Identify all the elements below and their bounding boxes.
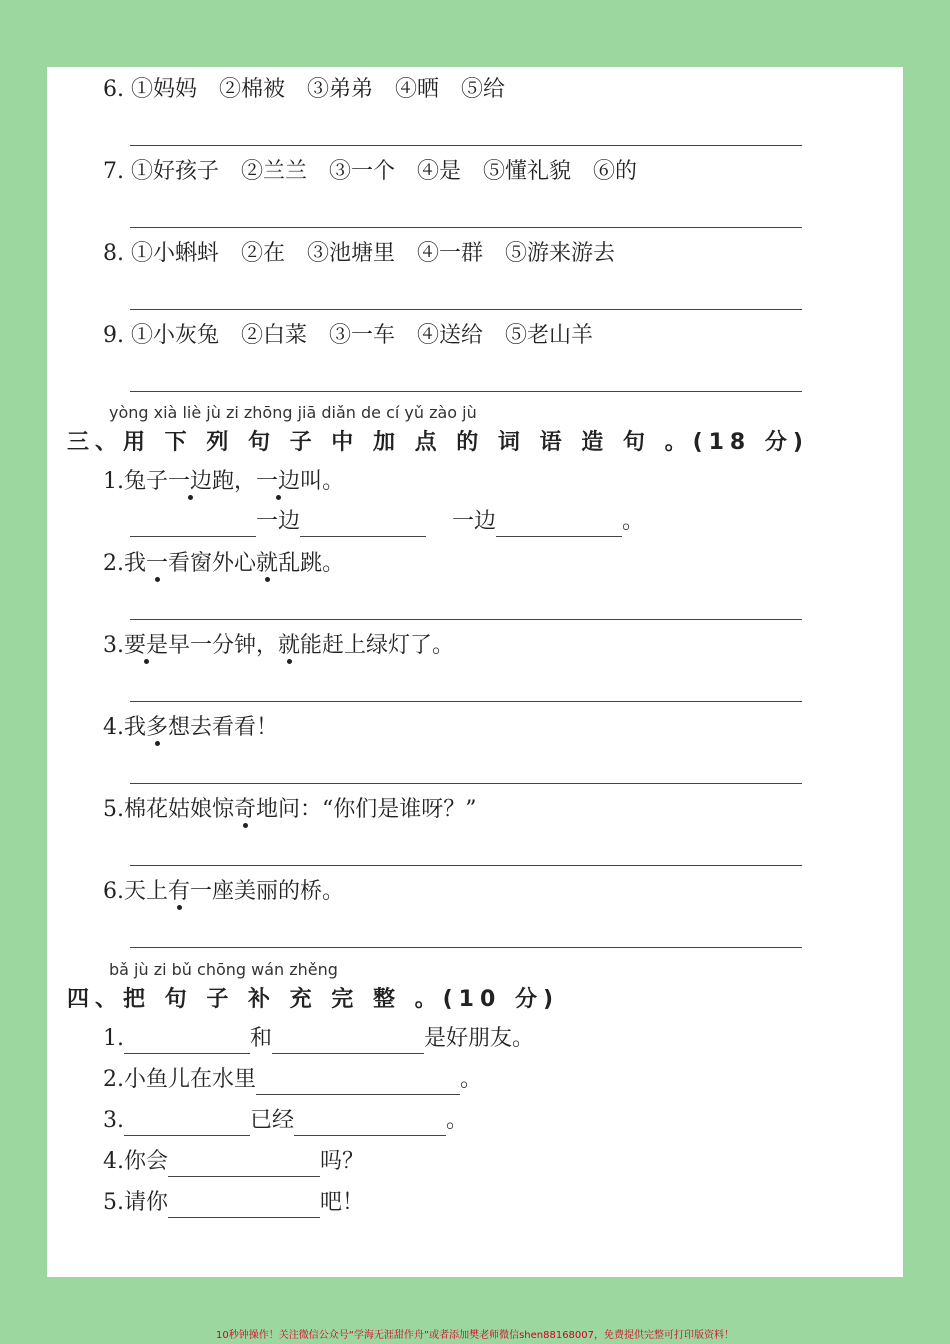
order-question-9: 9. ①小灰兔 ②白菜 ③一车 ④送给 ⑤老山羊 bbox=[103, 323, 593, 348]
s3-question-6: 6.天上有一座美丽的桥。 bbox=[103, 879, 345, 904]
order-question-8: 8. ①小蝌蚪 ②在 ③池塘里 ④一群 ⑤游来游去 bbox=[103, 241, 615, 266]
answer-line[interactable] bbox=[130, 227, 802, 228]
s4-question-5: 5.请你 吧！ bbox=[103, 1188, 364, 1218]
s4-question-2: 2.小鱼儿在水里 。 bbox=[103, 1065, 482, 1095]
s3-question-4: 4.我多想去看看！ bbox=[103, 715, 279, 740]
section3-title: 三、用 下 列 句 子 中 加 点 的 词 语 造 句 。(18 分) bbox=[67, 430, 809, 455]
answer-line[interactable] bbox=[130, 145, 802, 146]
answer-line[interactable] bbox=[130, 701, 802, 702]
section3-pinyin: yòng xià liè jù zi zhōng jiā diǎn de cí yǔ zào jù bbox=[109, 403, 477, 422]
fill-blank[interactable] bbox=[124, 1109, 250, 1136]
fill-blank[interactable] bbox=[256, 1068, 460, 1095]
fill-blank[interactable] bbox=[168, 1150, 320, 1177]
fill-blank[interactable] bbox=[124, 1027, 250, 1054]
answer-line[interactable] bbox=[130, 947, 802, 948]
fill-blank[interactable] bbox=[294, 1109, 446, 1136]
s3-question-1: 1.兔子一边跑，一边叫。 bbox=[103, 469, 345, 494]
worksheet-page bbox=[47, 67, 903, 1277]
s3-question-2: 2.我一看窗外心就乱跳。 bbox=[103, 551, 345, 576]
answer-line[interactable] bbox=[130, 391, 802, 392]
s4-question-3: 3. 已经 。 bbox=[103, 1106, 468, 1136]
s3-q1-fill-row: 一边 一边 。 bbox=[130, 507, 644, 537]
fill-blank[interactable] bbox=[130, 510, 256, 537]
answer-line[interactable] bbox=[130, 619, 802, 620]
s3-question-5: 5.棉花姑娘惊奇地问：“你们是谁呀？” bbox=[103, 797, 477, 822]
answer-line[interactable] bbox=[130, 783, 802, 784]
s3-question-3: 3.要是早一分钟，就能赶上绿灯了。 bbox=[103, 633, 455, 658]
answer-line[interactable] bbox=[130, 309, 802, 310]
fill-blank[interactable] bbox=[496, 510, 622, 537]
fill-blank[interactable] bbox=[272, 1027, 424, 1054]
order-question-6: 6. ①妈妈 ②棉被 ③弟弟 ④晒 ⑤给 bbox=[103, 77, 505, 102]
order-question-7: 7. ①好孩子 ②兰兰 ③一个 ④是 ⑤懂礼貌 ⑥的 bbox=[103, 159, 637, 184]
footer-notice: 10秒钟操作！关注微信公众号“学海无涯甜作舟”或者添加樊老师微信shen88168007，免费提供完整可打印版资料！ bbox=[215, 1330, 735, 1341]
fill-blank[interactable] bbox=[300, 510, 426, 537]
answer-line[interactable] bbox=[130, 865, 802, 866]
section4-title: 四、把 句 子 补 充 完 整 。(10 分) bbox=[67, 987, 559, 1012]
fill-blank[interactable] bbox=[168, 1191, 320, 1218]
section4-pinyin: bǎ jù zi bǔ chōng wán zhěng bbox=[109, 960, 338, 979]
s4-question-4: 4.你会 吗？ bbox=[103, 1147, 364, 1177]
s4-question-1: 1. 和 是好朋友。 bbox=[103, 1024, 534, 1054]
